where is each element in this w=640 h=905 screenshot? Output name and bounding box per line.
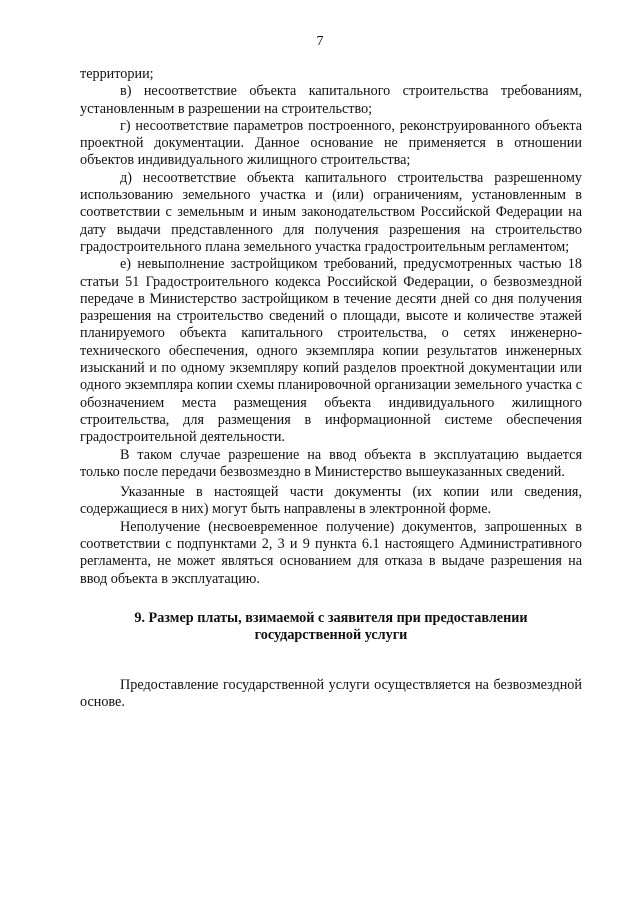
paragraph-electronic-form: Указанные в настоящей части документы (их копии или сведения, содержащиеся в них) могут быть направлены в электронной форме. (80, 484, 582, 518)
paragraph-item-e: е) невыполнение застройщиком требований, предусмотренных частью 18 статьи 51 Градостроительного кодекса Российской Федерации, о безвозмездной передаче в Министерство застройщиком в течение десяти дней со дня получения разрешения на строительство сведений о площади, высоте и количестве этажей планируемого объекта капитального строительства, о сетях инженерно-технического обеспечения, одного экземпляра копии результатов инженерных изысканий и по одному экземпляру копий разделов проектной документации или одного экземпляра копии схемы планировочной организации земельного участка с обозначением места размещения объекта индивидуального жилищного строительства, для размещения в информационной системе обеспечения градостроительной деятельности. (80, 256, 582, 446)
document-body (80, 66, 582, 711)
paragraph-non-receipt: Неполучение (несвоевременное получение) документов, запрошенных в соответствии с подпунктами 2, 3 и 9 пункта 6.1 настоящего Административного регламента, не может являться основанием для отказа в выдаче разрешения на ввод объекта в эксплуатацию. (80, 518, 582, 587)
page-number: 7 (316, 34, 324, 49)
section-title (80, 610, 582, 645)
paragraph-item-d: д) несоответствие объекта капитального строительства разрешенному использованию земельного участка и (или) ограничениям, установленным в соответствии с земельным и иным законодательством Российской Федерации на дату выдачи представленного для получения разрешения на строительство градостроительного плана земельного участка градостроительным регламентом; (80, 169, 582, 255)
paragraph-item-v: в) несоответствие объекта капитального строительства требованиям, установленным в разрешении на строительство; (80, 83, 582, 117)
paragraph-item-g: г) несоответствие параметров построенного, реконструированного объекта проектной документации. Данное основание не применяется в отношении объектов индивидуального жилищного строительства; (80, 117, 582, 169)
paragraph-territory: территории; (80, 66, 154, 82)
paragraph-fee: Предоставление государственной услуги осуществляется на безвозмездной основе. (80, 676, 582, 710)
section-title-line-2: государственной услуги (254, 627, 408, 644)
paragraph-issuance-condition: В таком случае разрешение на ввод объекта в эксплуатацию выдается только после передачи безвозмездно в Министерство вышеуказанных сведений. (80, 446, 582, 480)
section-title-line-1: 9. Размер платы, взимаемой с заявителя при предоставлении (134, 609, 528, 626)
